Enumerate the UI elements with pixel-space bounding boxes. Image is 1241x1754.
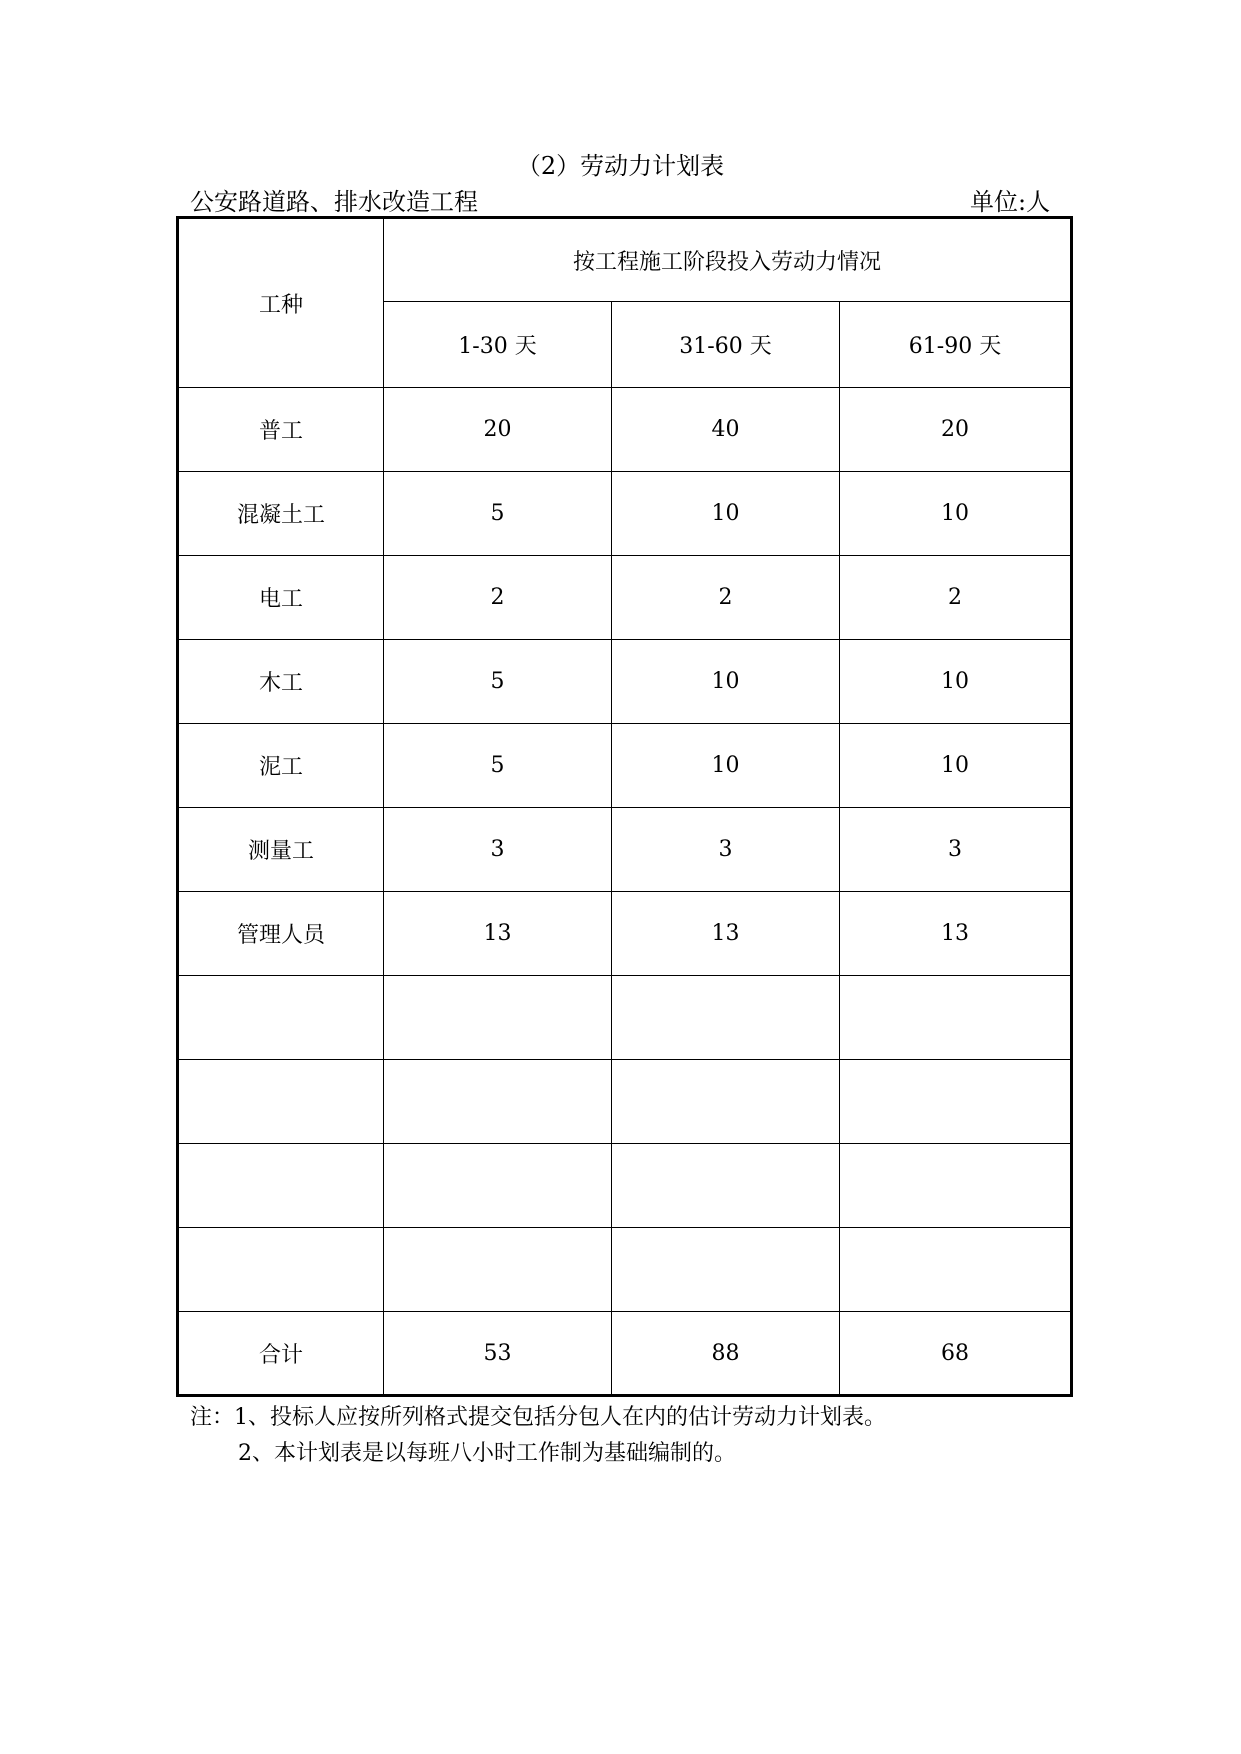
work-type-cell: [178, 1060, 384, 1144]
work-type-cell: [178, 1228, 384, 1312]
value-cell: [840, 976, 1072, 1060]
value-cell: 3: [384, 808, 612, 892]
total-value: 68: [840, 1312, 1072, 1396]
table-row: [178, 640, 1072, 724]
work-type-cell: 混凝土工: [178, 472, 384, 556]
work-type-cell: [178, 1144, 384, 1228]
total-label: 合计: [178, 1312, 384, 1396]
value-cell: [384, 1060, 612, 1144]
value-cell: 10: [840, 472, 1072, 556]
value-cell: [384, 1228, 612, 1312]
value-cell: 10: [840, 724, 1072, 808]
value-cell: [840, 1060, 1072, 1144]
value-cell: 3: [840, 808, 1072, 892]
table-row-empty: [178, 1228, 1072, 1312]
value-cell: 40: [612, 388, 840, 472]
project-name: 公安路道路、排水改造工程: [190, 188, 478, 216]
value-cell: 10: [612, 640, 840, 724]
work-type-cell: 管理人员: [178, 892, 384, 976]
table-row-total: [178, 1312, 1072, 1396]
value-cell: 10: [612, 472, 840, 556]
header-period-2: 31-60 天: [612, 302, 840, 388]
value-cell: [840, 1228, 1072, 1312]
value-cell: [612, 1144, 840, 1228]
value-cell: 13: [840, 892, 1072, 976]
value-cell: [612, 1228, 840, 1312]
document-title: （2）劳动力计划表: [516, 152, 725, 180]
value-cell: 2: [840, 556, 1072, 640]
work-type-cell: 木工: [178, 640, 384, 724]
value-cell: 2: [384, 556, 612, 640]
header-period-3: 61-90 天: [840, 302, 1072, 388]
value-cell: 5: [384, 472, 612, 556]
labor-plan-table: [176, 216, 1073, 1397]
value-cell: 13: [612, 892, 840, 976]
table-row: [178, 808, 1072, 892]
table-row-empty: [178, 1144, 1072, 1228]
value-cell: 13: [384, 892, 612, 976]
value-cell: [384, 976, 612, 1060]
work-type-cell: 电工: [178, 556, 384, 640]
value-cell: 10: [840, 640, 1072, 724]
header-work-type: 工种: [178, 218, 384, 388]
table-row-empty: [178, 976, 1072, 1060]
work-type-cell: 测量工: [178, 808, 384, 892]
total-value: 88: [612, 1312, 840, 1396]
value-cell: 2: [612, 556, 840, 640]
table-row: [178, 892, 1072, 976]
work-type-cell: 普工: [178, 388, 384, 472]
note-2: 2、本计划表是以每班八小时工作制为基础编制的。: [238, 1441, 736, 1466]
value-cell: 5: [384, 724, 612, 808]
value-cell: 3: [612, 808, 840, 892]
header-period-1: 1-30 天: [384, 302, 612, 388]
value-cell: 10: [612, 724, 840, 808]
value-cell: [612, 1060, 840, 1144]
notes: [190, 1400, 886, 1472]
value-cell: [384, 1144, 612, 1228]
value-cell: 20: [840, 388, 1072, 472]
table-row: [178, 556, 1072, 640]
value-cell: 5: [384, 640, 612, 724]
table-row: [178, 724, 1072, 808]
header-stage-group: 按工程施工阶段投入劳动力情况: [384, 218, 1072, 302]
unit-label: 单位:人: [970, 188, 1051, 216]
work-type-cell: 泥工: [178, 724, 384, 808]
total-value: 53: [384, 1312, 612, 1396]
table-row: [178, 472, 1072, 556]
value-cell: [612, 976, 840, 1060]
value-cell: [840, 1144, 1072, 1228]
value-cell: 20: [384, 388, 612, 472]
work-type-cell: [178, 976, 384, 1060]
note-1: 注：1、投标人应按所列格式提交包括分包人在内的估计劳动力计划表。: [190, 1405, 886, 1430]
table-row-empty: [178, 1060, 1072, 1144]
table-row: [178, 388, 1072, 472]
